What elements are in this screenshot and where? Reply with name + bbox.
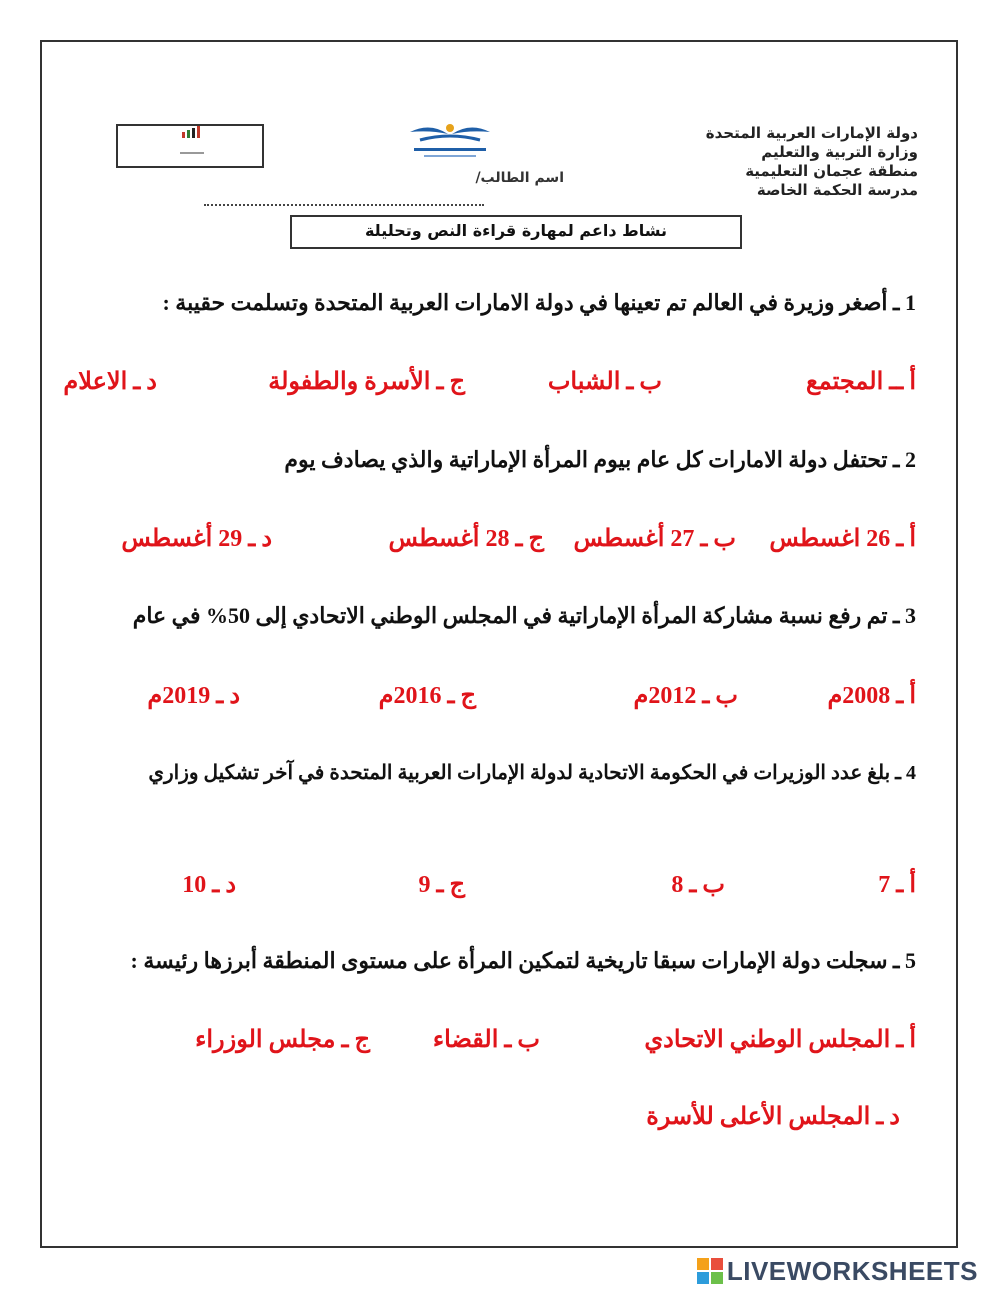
liveworksheets-brand — [697, 1256, 978, 1286]
liveworksheets-logo-icon — [697, 1258, 723, 1284]
government-logo — [116, 124, 264, 168]
student-name-field[interactable] — [204, 170, 564, 210]
school-logo — [390, 118, 510, 164]
header-lines — [706, 124, 918, 200]
q2-option-a[interactable]: أ ـ 26 اغسطس — [769, 526, 916, 552]
header-line-ministry: وزارة التربية والتعليم — [761, 143, 918, 161]
header-line-zone: منطقة عجمان التعليمية — [745, 162, 918, 180]
q2-option-c[interactable]: ج ـ 28 أغسطس — [388, 526, 544, 552]
header-line-country: دولة الإمارات العربية المتحدة — [705, 124, 918, 142]
worksheet-title: نشاط داعم لمهارة قراءة النص وتحليلة — [290, 215, 742, 249]
q5-option-b[interactable]: ب ـ القضاء — [432, 1027, 540, 1053]
student-name-label: اسم الطالب/ — [475, 170, 564, 186]
q3-option-c[interactable]: ج ـ 2016م — [378, 683, 476, 709]
question-2: 2 ـ تحتفل دولة الامارات كل عام بيوم المرأة الإماراتية والذي يصادف يوم — [284, 447, 916, 472]
header-line-school: مدرسة الحكمة الخاصة — [756, 181, 918, 199]
student-name-dotted-line — [204, 204, 484, 206]
q1-option-c[interactable]: ج ـ الأسرة والطفولة — [268, 369, 465, 395]
question-3: 3 ـ تم رفع نسبة مشاركة المرأة الإماراتية في المجلس الوطني الاتحادي إلى 50% في عام — [132, 603, 916, 628]
q2-option-b[interactable]: ب ـ 27 أغسطس — [573, 526, 736, 552]
q3-option-b[interactable]: ب ـ 2012م — [633, 683, 738, 709]
q1-option-d[interactable]: د ـ الاعلام — [63, 369, 157, 395]
q4-option-d[interactable]: د ـ 10 — [182, 872, 236, 898]
q1-option-a[interactable]: أ ــ المجتمع — [806, 369, 916, 395]
q4-option-c[interactable]: ج ـ 9 — [418, 872, 465, 898]
q2-option-d[interactable]: د ـ 29 أغسطس — [121, 526, 272, 552]
q5-option-c[interactable]: ج ـ مجلس الوزراء — [195, 1027, 370, 1053]
question-1: 1 ـ أصغر وزيرة في العالم تم تعينها في دولة الامارات العربية المتحدة وتسلمت حقيبة : — [162, 290, 916, 315]
q4-option-a[interactable]: أ ـ 7 — [878, 872, 916, 898]
brand-name: LIVEWORKSHEETS — [726, 1255, 978, 1286]
q1-option-b[interactable]: ب ـ الشباب — [547, 369, 662, 395]
q4-option-b[interactable]: ب ـ 8 — [671, 872, 725, 898]
q5-option-d[interactable]: د ـ المجلس الأعلى للأسرة — [646, 1104, 900, 1130]
q3-option-a[interactable]: أ ـ 2008م — [827, 683, 916, 709]
question-5: 5 ـ سجلت دولة الإمارات سبقا تاريخية لتمكين المرأة على مستوى المنطقة أبرزها رئيسة : — [130, 948, 916, 973]
question-4: 4 ـ بلغ عدد الوزيرات في الحكومة الاتحادية لدولة الإمارات العربية المتحدة في آخر تشكيل وزاري — [148, 762, 916, 784]
q3-option-d[interactable]: د ـ 2019م — [147, 683, 240, 709]
q5-option-a[interactable]: أ ـ المجلس الوطني الاتحادي — [644, 1027, 916, 1053]
